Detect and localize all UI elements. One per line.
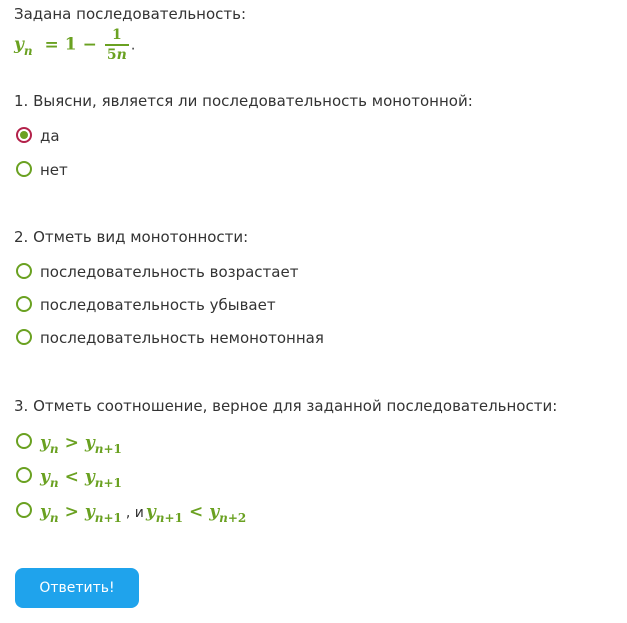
q2-radio-increasing[interactable] (16, 263, 32, 279)
formula-minus: − (82, 34, 97, 55)
connector-and: , и (125, 505, 144, 521)
sequence-formula (14, 26, 135, 64)
q3-radio-greater[interactable] (16, 433, 32, 449)
fraction-denominator: 5n (106, 47, 127, 63)
question-1-text: 1. Выясни, является ли последовательность монотонной: (14, 92, 473, 110)
q1-option-no-label[interactable]: нет (40, 161, 68, 179)
q3-option-less-label[interactable]: $y_n < y_{n+1}$ (40, 467, 122, 490)
q2-option-increasing-label[interactable]: последовательность возрастает (40, 263, 299, 281)
q2-option-decreasing-label[interactable]: последовательность убывает (40, 296, 276, 314)
fraction-numerator: 1 (111, 27, 122, 43)
question-2-text: 2. Отметь вид монотонности: (14, 228, 249, 246)
q1-radio-yes[interactable] (16, 127, 32, 143)
formula-period: . (130, 37, 136, 54)
submit-answer-button[interactable]: Ответить! (15, 568, 139, 608)
q3-option-greater-and-less-label[interactable]: $y_n > y_{n+1}$ , и $y_{n+1} < y_{n+2}$ (40, 502, 247, 525)
formula-y: y (14, 34, 24, 55)
q1-radio-no[interactable] (16, 161, 32, 177)
q2-radio-nonmonotonic[interactable] (16, 329, 32, 345)
question-3-text: 3. Отметь соотношение, верное для заданной последовательности: (14, 397, 558, 415)
formula-one: 1 (64, 34, 77, 55)
task-intro-text: Задана последовательность: (14, 5, 247, 23)
formula-equals: = (44, 34, 59, 55)
q2-option-nonmonotonic-label[interactable]: последовательность немонотонная (40, 329, 324, 347)
formula-fraction (105, 26, 129, 64)
q3-radio-less[interactable] (16, 467, 32, 483)
formula-sub-n: n (23, 43, 33, 58)
q3-option-greater-label[interactable]: $y_n > y_{n+1}$ (40, 433, 122, 456)
q3-radio-greater-and-less[interactable] (16, 502, 32, 518)
q1-option-yes-label[interactable]: да (40, 127, 60, 145)
q2-radio-decreasing[interactable] (16, 296, 32, 312)
